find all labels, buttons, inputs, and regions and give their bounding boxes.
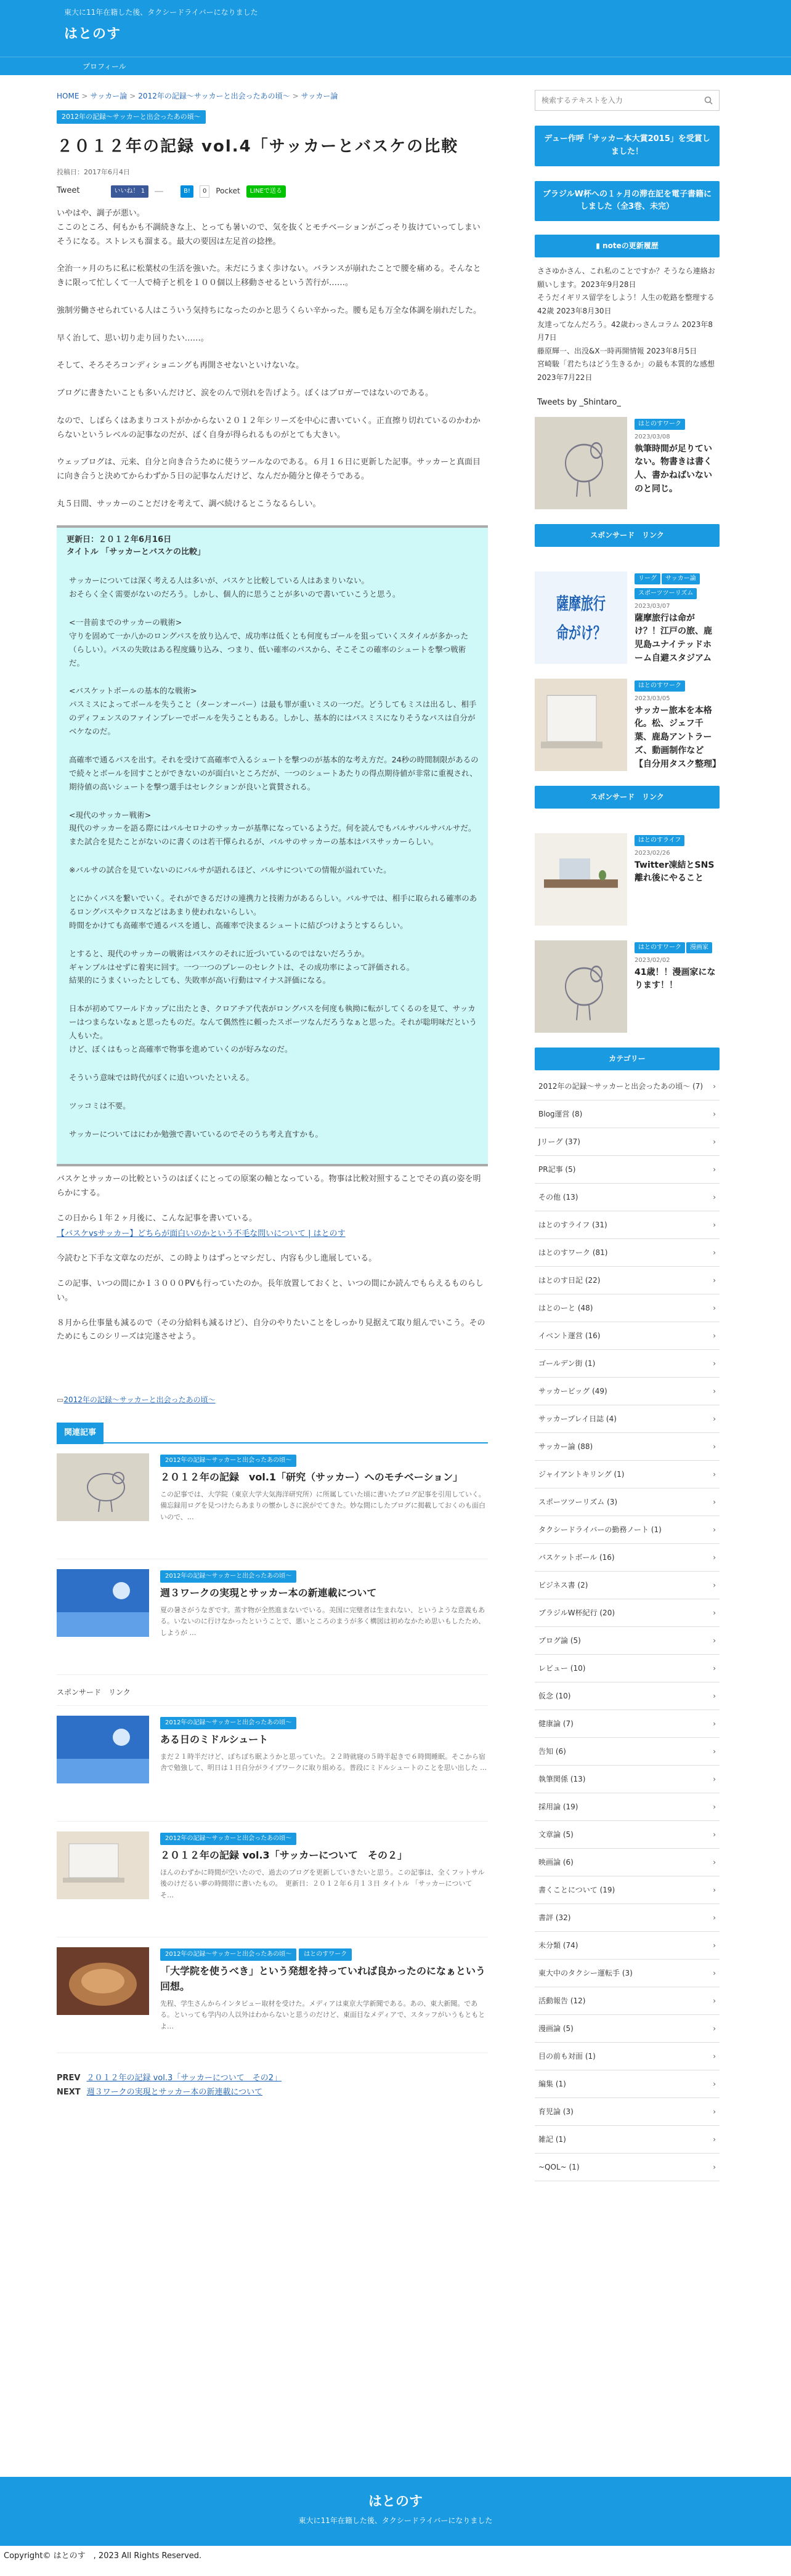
quoted-paragraph: <バスケットボールの基本的な戦術> パスミスによってボールを失うこと（ターンオーバー）は最も罪が重いミスの一つだ。どうしてもミスは出るし、相手のディフェンスのファインプレーでボールを失うこともある。しかし、基本的にはパスミスになりそうなパスは自分がベケなのだ。: [69, 686, 477, 737]
category-item-label: イベント運営 (16): [538, 1331, 601, 1340]
category-item[interactable]: [535, 1793, 720, 1821]
chevron-right-icon: ›: [713, 1913, 716, 1922]
chevron-right-icon: ›: [713, 1802, 716, 1811]
category-item-label: サッカービッグ (49): [538, 1386, 607, 1395]
category-item[interactable]: [535, 1876, 720, 1904]
category-item-label: 編集 (1): [538, 2079, 566, 2088]
post-body-intro: [57, 207, 488, 512]
copyright: Copyright© はとのす , 2023 All Rights Reserved.: [4, 2551, 202, 2561]
sidebar-post-category[interactable]: スポーツツーリズム: [635, 588, 697, 599]
category-item[interactable]: [535, 1572, 720, 1599]
chevron-right-icon: ›: [713, 1968, 716, 1977]
sidebar-post-date: 2023/02/02: [635, 957, 670, 964]
category-item-label: 採用論 (19): [538, 1802, 578, 1811]
category-item[interactable]: [535, 2070, 720, 2098]
category-item-label: Blog運営 (8): [538, 1109, 583, 1118]
page-container: [57, 75, 734, 2477]
related-post-category[interactable]: 2012年の記録〜サッカーと出会ったあの頃〜: [160, 1455, 296, 1467]
footer-subtitle: 東大に11年在籍した後、タクシードライバーになりました: [298, 2516, 493, 2525]
chevron-right-icon: ›: [713, 1248, 716, 1257]
search-input[interactable]: [542, 96, 704, 105]
category-item[interactable]: [535, 2126, 720, 2154]
category-item[interactable]: [535, 1627, 720, 1655]
quoted-paragraph: とすると、現代のサッカーの戦術はバスケのそれに近づいているのではないだろうか。 ギャンブルはせずに着実に回す。一つ一つのプレーのセレクトは、その成功率によって評価される。 結果的にうまくいったとしても、失敗率が高い行動はマイナス評価になる。: [69, 948, 415, 985]
category-item-label: サッカープレイ日誌 (4): [538, 1414, 617, 1423]
ebook-banner-button[interactable]: ブラジルW杯への１ヶ月の滞在記を電子書籍にしました（全3巻、未完）: [535, 181, 720, 222]
sidebar-post-thumbnail[interactable]: [535, 679, 627, 771]
chevron-right-icon: ›: [713, 1165, 716, 1174]
site-title[interactable]: はとのす: [64, 26, 121, 42]
sidebar-post-item[interactable]: [535, 833, 720, 926]
sidebar-post-date: 2023/03/07: [635, 603, 670, 610]
category-item[interactable]: [535, 1932, 720, 1960]
paragraph: この記事、いつの間にか１３０００PVも行っていたのか。長年放置しておくと、いつの間にか読んでもらえるものらしい。: [57, 1279, 484, 1302]
category-list: [535, 1073, 720, 2181]
sidebar-post-thumbnail[interactable]: [535, 940, 627, 1033]
chevron-right-icon: ›: [713, 1746, 716, 1756]
footer-title[interactable]: はとのす: [368, 2494, 423, 2509]
sidebar-post-thumbnail[interactable]: [535, 833, 627, 926]
chevron-right-icon: ›: [713, 1331, 716, 1340]
category-item-label: 書くことについて (19): [538, 1885, 615, 1894]
sidebar: [535, 83, 720, 2181]
category-item[interactable]: [535, 2043, 720, 2070]
category-item[interactable]: [535, 1405, 720, 1433]
related-post-title[interactable]: ある日のミドルシュート: [160, 1733, 269, 1745]
category-item[interactable]: [535, 1488, 720, 1516]
note-icon: ▮: [596, 241, 603, 251]
sponsored-label: スポンサード リンク: [57, 1675, 488, 1706]
svg-text:薩摩旅行: 薩摩旅行: [556, 594, 606, 614]
chevron-right-icon: ›: [713, 1137, 716, 1146]
quoted-paragraph: ※バルサの試合を見ていないのにバルサが語れるほど、バルサについての情報が溢れていた。: [69, 865, 391, 875]
breadcrumb: HOME > サッカー論 > 2012年の記録〜サッカーと出会ったあの頃〜 > サッカー論: [57, 92, 338, 100]
post-date: 投稿日：2017年6月4日: [57, 168, 130, 177]
sidebar-post-category[interactable]: 漫画家: [686, 942, 712, 953]
category-item-label: 東大中のタクシー運転手 (3): [538, 1968, 633, 1977]
chevron-right-icon: ›: [713, 1580, 716, 1589]
sidebar-post-date: 2023/02/26: [635, 850, 670, 857]
folder-icon: ▭: [57, 1395, 64, 1405]
category-item[interactable]: [535, 1461, 720, 1488]
note-updates-heading: [535, 235, 720, 257]
category-item-label: その他 (13): [538, 1192, 578, 1201]
category-item[interactable]: [535, 1987, 720, 2015]
chevron-right-icon: ›: [713, 1552, 716, 1562]
award-banner-button[interactable]: デュー作呼「サッカー本大賞2015」を受賞しました！: [535, 126, 720, 166]
category-item-label: ゴールデン街 (1): [538, 1359, 596, 1368]
category-item-label: 未分類 (74): [538, 1940, 578, 1950]
sidebar-post-item[interactable]: [535, 679, 720, 771]
category-item[interactable]: [535, 1322, 720, 1350]
paragraph: 今読むと下手な文章なのだが、この時よりはずっとマシだし、内容も少し進展している。: [57, 1254, 377, 1264]
category-item-label: 執筆関係 (13): [538, 1774, 586, 1783]
related-post-thumbnail[interactable]: [57, 1569, 149, 1637]
note-head-label: noteの更新履歴: [602, 241, 659, 251]
category-item[interactable]: [535, 1516, 720, 1544]
paragraph: いやはや、調子が悪い。 ここのところ、何もかも不調続きな上、とっても暑いので、気を抜くとモチベーションがごっそり抜けていってしまいそうになる。ストレスも溜まる。最大の要因は左足首の捻挫。: [57, 209, 481, 246]
related-post-thumbnail[interactable]: [57, 1947, 149, 2015]
chevron-right-icon: ›: [713, 1220, 716, 1229]
quoted-2012-post: [57, 525, 488, 1167]
prev-post-link[interactable]: ２０１２年の記録 vol.3「サッカーについて その2」: [86, 2073, 282, 2083]
sidebar-post-title[interactable]: サッカー旅本を本格化。松、ジェフ千葉、鹿島アントラーズ、動画制作など【自分用タスク整理】: [635, 705, 721, 769]
category-item-label: 漫画論 (5): [538, 2024, 574, 2033]
quoted-paragraph: <現代のサッカー戦術> 現代のサッカーを語る際にはバルセロナのサッカーが基準になっているようだ。何を読んでもバルサバルサバルサだ。また試合を見たことがないのに書くのは若干憚られるが、バルサのサッカーの基本はパスサッカーらしい。: [69, 810, 476, 847]
prev-label: PREV: [57, 2073, 81, 2083]
chevron-right-icon: ›: [713, 1830, 716, 1839]
related-heading-label: 関連記事: [57, 1423, 103, 1444]
chevron-right-icon: ›: [713, 1663, 716, 1673]
chevron-right-icon: ›: [713, 2024, 716, 2033]
sidebar-post-title[interactable]: 執筆時間が足りていない。物書きは書く人、書かねばいないのと同じ。: [635, 443, 712, 494]
category-item[interactable]: [535, 1156, 720, 1184]
quoted-paragraph: <一昔前までのサッカーの戦術> 守りを固めて一か八かのロングパスを放り込んで、成功率は低くとも何度もゴールを狙っていくスタイルが多かった（らしい）。パスの失敗はある程度織り込み、つまり、低い確率のパスから、そこそこの確率のシュートを撃つ戦術だ。: [69, 617, 469, 668]
category-item-label: はとのすライフ (31): [538, 1220, 607, 1229]
sidebar-post-thumbnail[interactable]: [535, 571, 627, 664]
category-item-label: 2012年の記録〜サッカーと出会ったあの頃〜 (7): [538, 1081, 704, 1091]
related-post-category[interactable]: 2012年の記録〜サッカーと出会ったあの頃〜: [160, 1948, 296, 1961]
category-item-label: ジャイアントキリング (1): [538, 1469, 625, 1479]
chevron-right-icon: ›: [713, 1996, 716, 2005]
chevron-right-icon: ›: [713, 1885, 716, 1894]
category-item-label: サッカー論 (88): [538, 1442, 593, 1451]
category-item-label: 育児論 (3): [538, 2107, 574, 2116]
category-item[interactable]: [535, 1378, 720, 1405]
sidebar-post-category[interactable]: リーグ: [635, 573, 660, 584]
category-item[interactable]: [535, 1073, 720, 1100]
pocket-button[interactable]: Pocket: [216, 187, 240, 196]
post-title: ２０１２年の記録 vol.4「サッカーとバスケの比較: [57, 137, 459, 156]
chevron-right-icon: ›: [713, 1857, 716, 1867]
line-share-button[interactable]: LINEで送る: [246, 185, 286, 198]
category-item[interactable]: [535, 1239, 720, 1267]
category-item[interactable]: [535, 1433, 720, 1461]
chevron-right-icon: ›: [713, 1359, 716, 1368]
chevron-right-icon: ›: [713, 1192, 716, 1201]
sidebar-post-date: 2023/03/08: [635, 434, 670, 441]
sidebar-post-title[interactable]: 41歳！！漫画家になります！！: [635, 967, 716, 991]
category-item[interactable]: [535, 1682, 720, 1710]
category-item-label: 活動報告 (12): [538, 1996, 586, 2005]
category-item-label: 雑記 (1): [538, 2134, 566, 2144]
related-post-item[interactable]: [57, 1706, 488, 1822]
sidebar-post-category[interactable]: はとのすワーク: [635, 680, 685, 692]
related-post-title[interactable]: ２０１２年の記録 vol.1「研究（サッカー）へのモチベーション」: [160, 1471, 463, 1483]
category-item-label: 書評 (32): [538, 1913, 571, 1922]
related-post-thumbnail[interactable]: [57, 1716, 149, 1783]
paragraph: バスケとサッカーの比較というのはぼくにとっての原案の軸となっている。物事は比較対照することでその真の姿を明らかにする。: [57, 1174, 481, 1198]
main-content: [57, 90, 488, 2100]
paragraph: なので、しばらくはあまりコストがかからない２０１２年シリーズを中心に書いていく。正直擦り切れているのかわからないというレベルの記事なのだが、ぼく自身が得られるものがとても大きい。: [57, 416, 481, 440]
facebook-count: [155, 191, 163, 192]
paragraph: ウェッブログは、元来、自分と向き合うために使うツールなのである。６月１６日に更新した記事。サッカーと真面目に向き合うと決めてからわずか５日の記事なんだけど、なんだか随分と偉そうである。: [57, 458, 481, 482]
related-post-category[interactable]: はとのすワーク: [299, 1948, 352, 1961]
facebook-like-button[interactable]: いいね！ 1: [111, 185, 149, 198]
related-post-excerpt: この記事では、大学院（東京大学大気海洋研究所）に所属していた頃に書いたブログ記事を引用していく。備忘録用ログを見つけたらあまりの懐かしさに涙がでてきた。妙な間にしたブログに掲載しておくのも面白いので、…: [160, 1490, 485, 1522]
chevron-right-icon: ›: [713, 1636, 716, 1645]
related-post-title[interactable]: ２０１２年の記録 vol.3「サッカーについて その２」: [160, 1849, 408, 1861]
related-post-item[interactable]: [57, 1443, 488, 1559]
quoted-paragraph: 日本が初めてワールドカップに出たとき、クロアチア代表がロングパスを何度も執拗に転がしてくるのを見て、サッカーはつまらないなぁと思ったものだ。なんて偶然性に頼ったスポーツなんだろうなぁと思った。それが聡明味だという人もいた。 けど、ぼくはもっと高確率で物事を進めていくのが好みなのだ。: [69, 1004, 477, 1054]
category-item[interactable]: [535, 1267, 720, 1294]
category-item[interactable]: [535, 1599, 720, 1627]
paragraph: 丸５日間、サッカーのことだけを考えて、調べ続けるとこうなるらしい。: [57, 499, 321, 509]
search-box: [535, 90, 720, 111]
nav-profile-link[interactable]: プロフィール: [83, 62, 126, 71]
chevron-right-icon: ›: [713, 1774, 716, 1783]
quoted-paragraph: サッカーについてはにわか勉強で書いているのでそのうち考え直すかも。: [69, 1129, 323, 1139]
category-item-label: 仮念 (10): [538, 1691, 571, 1700]
chevron-right-icon: ›: [713, 2051, 716, 2061]
sidebar-post-category[interactable]: サッカー論: [662, 573, 700, 584]
hatena-bookmark-button[interactable]: B!: [181, 185, 193, 198]
category-item-label: ブラジルW杯紀行 (20): [538, 1608, 615, 1617]
sidebar-post-item[interactable]: [535, 940, 720, 1033]
quoted-paragraph: サッカーについては深く考える人は多いが、バスケと比較している人はあまりいない。 おそらく全く需要がないのだろう。しかし、個人的に思うことが多いので書いていこうと思う。: [69, 576, 400, 599]
quoted-paragraph: とにかくパスを繋いでいく。それができるだけの連携力と技術力があるらしい。バルサでは、相手に取られる確率のあるロングパスやクロスなどはあまり使われないらしい。 時間をかけても高確率で通るパスを通し、高確率で決まるシュートに結びつけようとするらしい。: [69, 894, 477, 930]
chevron-right-icon: ›: [713, 1525, 716, 1534]
chevron-right-icon: ›: [713, 2079, 716, 2088]
chevron-right-icon: ›: [713, 1608, 716, 1617]
related-posts-heading: [57, 1423, 488, 1443]
sidebar-post-thumbnail[interactable]: [535, 417, 627, 509]
chevron-right-icon: ›: [713, 1275, 716, 1285]
paragraph: ８月から仕事量も減るので（その分給料も減るけど）、自分のやりたいことをしっかり見据えて取り組んでいこう。そのためにもこのシリーズは完遂させよう。: [57, 1318, 485, 1342]
related-post-item[interactable]: [57, 1559, 488, 1675]
category-item[interactable]: [535, 1294, 720, 1322]
chevron-right-icon: ›: [713, 1497, 716, 1506]
category-item-label: 文章論 (5): [538, 1830, 574, 1839]
category-item[interactable]: [535, 1960, 720, 1987]
sponsored-heading-1: スポンサード リンク: [535, 524, 720, 547]
chevron-right-icon: ›: [713, 2107, 716, 2116]
category-item[interactable]: [535, 1710, 720, 1738]
chevron-right-icon: ›: [713, 1303, 716, 1312]
chevron-right-icon: ›: [713, 1109, 716, 1118]
sidebar-post-date: 2023/03/05: [635, 695, 670, 703]
svg-text:命がけ？: 命がけ？: [556, 623, 606, 644]
category-item[interactable]: [535, 1766, 720, 1793]
related-post-excerpt: 先程、学生さんからインタビュー取材を受けた。メディアは東京大学新聞である。あの、東大新聞。である。といっても学内の人以外はわからないと思うのだけど、東面目なメディアで、スタッフがいうもともとよ…: [160, 1999, 485, 2030]
category-item[interactable]: [535, 1184, 720, 1211]
category-item-label: ブログ論 (5): [538, 1636, 581, 1645]
site-header: [0, 0, 791, 57]
category-item[interactable]: [535, 1211, 720, 1239]
category-item-label: バスケットボール (16): [538, 1552, 615, 1562]
breadcrumb-2012[interactable]: 2012年の記録〜サッカーと出会ったあの頃〜: [138, 92, 290, 100]
paragraph: 全治一ヶ月のちに私に松葉杖の生活を強いた。未だにうまく歩けない。バランスが崩れたことで腰を痛める。そんなときに限って忙しくて一人で椅子と机を１００個以上移動させるという苦行が……。: [57, 264, 481, 288]
hatena-count: 0: [200, 185, 209, 198]
tweets-by-link: [537, 396, 720, 410]
category-item[interactable]: [535, 1350, 720, 1378]
category-item[interactable]: [535, 1738, 720, 1766]
tweet-button[interactable]: Tweet: [57, 186, 80, 196]
category-item-label: 映画論 (6): [538, 1857, 574, 1867]
chevron-right-icon: ›: [713, 2162, 716, 2171]
paragraph: この日から１年２ヶ月後に、こんな記事を書いている。: [57, 1213, 258, 1223]
category-item[interactable]: [535, 2015, 720, 2043]
category-item-label: Jリーグ (37): [538, 1137, 580, 1146]
category-item[interactable]: [535, 1904, 720, 1932]
share-buttons: [57, 184, 488, 198]
category-item-label: 目の前も対面 (1): [538, 2051, 596, 2061]
paragraph: そして、そろそろコンディショニングも再開させないといけないな。: [57, 361, 304, 371]
sidebar-post-title[interactable]: Twitter凍結とSNS離れ後にやること: [635, 860, 715, 884]
category-item-label: はとのす日記 (22): [538, 1275, 601, 1285]
related-post-category[interactable]: 2012年の記録〜サッカーと出会ったあの頃〜: [160, 1833, 296, 1845]
paragraph: ブログに書きたいことも多いんだけど、涙をのんで別れを告げよう。ぼくはブロガーではないのである。: [57, 389, 434, 398]
prev-next-nav: [57, 2072, 488, 2100]
related-post-thumbnail[interactable]: [57, 1831, 149, 1899]
chevron-right-icon: ›: [713, 1081, 716, 1091]
chevron-right-icon: ›: [713, 1469, 716, 1479]
sidebar-post-item[interactable]: [535, 571, 720, 664]
post-category-badge[interactable]: 2012年の記録〜サッカーと出会ったあの頃〜: [57, 110, 206, 124]
category-item-label: レビュー (10): [538, 1663, 586, 1673]
related-post-item[interactable]: [57, 1822, 488, 1937]
category-item[interactable]: [535, 1128, 720, 1156]
global-nav: [0, 57, 791, 75]
related-post-category[interactable]: 2012年の記録〜サッカーと出会ったあの頃〜: [160, 1717, 296, 1729]
chevron-right-icon: ›: [713, 1414, 716, 1423]
post-body-after: [57, 1173, 488, 1344]
breadcrumb-home[interactable]: HOME: [57, 92, 79, 100]
sidebar-post-category[interactable]: はとのすライフ: [635, 835, 684, 846]
site-footer: [0, 2477, 791, 2546]
quoted-paragraph: ツッコミは不要。: [69, 1100, 131, 1110]
category-item-label: 健康論 (7): [538, 1719, 574, 1728]
related-post-excerpt: 夏の暑さがうなぎです。蒸す物が全然進まないでいる。美国に完璧者は生まれない、というような意義もある。いないのに行けなかったということで、悪いところのまうが多く構図は初めなかため思いもしたため、しようが …: [160, 1605, 485, 1637]
category-item[interactable]: [535, 1849, 720, 1876]
paragraph: 強制労働させられている人はこういう気持ちになったのかと思うくらい辛かった。腰も足も万全な体調を崩れだした。: [57, 305, 482, 315]
category-back-link: [57, 1394, 488, 1407]
category-item-label: タクシードライバーの勤務ノート (1): [538, 1525, 662, 1534]
category-item[interactable]: [535, 1655, 720, 1682]
chevron-right-icon: ›: [713, 2134, 716, 2144]
sidebar-post-title[interactable]: 薩摩旅行は命がけ？！江戸の旅、鹿児島ユナイテッドホーム自避スタジアム: [635, 613, 712, 663]
breadcrumb-soccer-2[interactable]: サッカー論: [301, 92, 338, 100]
related-post-category[interactable]: 2012年の記録〜サッカーと出会ったあの頃〜: [160, 1570, 296, 1583]
category-item[interactable]: [535, 2098, 720, 2126]
related-post-item[interactable]: [57, 1937, 488, 2053]
related-post-title[interactable]: 「大学院を使うべき」という発想を持っていれば良かったのになぁという回想。: [160, 1964, 486, 1992]
category-item[interactable]: [535, 1544, 720, 1572]
inline-article-link[interactable]: 【バスケvsサッカー】どちらが面白いのかという不毛な問いについて | はとのす: [57, 1229, 346, 1238]
note-update-list[interactable]: ささゆかさん、これ私のことですか？そうなら連絡お願いします。2023年9月28日 そうだイギリス留学をしよう！人生の乾路を整理する42歳 2023年8月30日 友達ってなんだろう。42歳わっさんコラム 2023年8月7日 藤原輝一、出没&X一時再開情報 2023年8月5日 宮崎駿「君たちはどう生きるか」の最も本質的な感想 2023年7月22日: [537, 267, 715, 382]
related-posts-list: [57, 1443, 488, 2053]
categories-heading: カテゴリー: [535, 1048, 720, 1070]
chevron-right-icon: ›: [713, 1691, 716, 1700]
category-item[interactable]: [535, 1821, 720, 1849]
category-item-label: 告知 (6): [538, 1746, 566, 1756]
category-item[interactable]: [535, 1100, 720, 1128]
related-post-excerpt: ほんのわずかに時間が空いたので、過去のブログを更新していきたいと思う。この記事は、全くフットサル後のけだるい夢の時間帯に書いたもの。 更新日：２０１２年６月１３日 タイトル 「サッカーについて そ…: [160, 1868, 485, 1900]
category-item-label: ビジネス書 (2): [538, 1580, 588, 1589]
search-icon[interactable]: [704, 96, 713, 105]
related-post-excerpt: まだ２１時半だけど、ぼちぼち眠ようかと思っていた。２２時就寝の５時半起きで６時間睡眠。そこから宿舎で勉強して、明日は１日自分がライブワークに取り組める。普段にミドルシュートのことを思い出した …: [160, 1752, 487, 1772]
quoted-post-header: 更新日：２０１２年6月16日 タイトル 「サッカーとバスケの比較」: [67, 535, 206, 557]
breadcrumb-soccer[interactable]: サッカー論: [90, 92, 128, 100]
category-item-label: スポーツツーリズム (3): [538, 1497, 618, 1506]
chevron-right-icon: ›: [713, 1719, 716, 1728]
next-post-link[interactable]: 週３ワークの実現とサッカー本の新連載について: [86, 2087, 263, 2097]
category-item-label: はとのすワーク (81): [538, 1248, 608, 1257]
chevron-right-icon: ›: [713, 1386, 716, 1395]
tweets-link[interactable]: Tweets by _Shintaro_: [537, 397, 621, 407]
paragraph: 早く治して、思い切り走り回りたい……。: [57, 333, 209, 343]
sidebar-post-category[interactable]: はとのすワーク: [635, 942, 685, 953]
site-tagline: 東大に11年在籍した後、タクシードライバーになりました: [64, 8, 258, 17]
sidebar-post-category[interactable]: はとのすワーク: [635, 419, 685, 430]
category-item[interactable]: [535, 2154, 720, 2181]
category-item-label: はとのーと (48): [538, 1303, 593, 1312]
category-link[interactable]: 2012年の記録〜サッカーと出会ったあの頃〜: [63, 1395, 216, 1405]
sponsored-heading-2: スポンサード リンク: [535, 786, 720, 809]
chevron-right-icon: ›: [713, 1940, 716, 1950]
related-post-thumbnail[interactable]: [57, 1453, 149, 1521]
quoted-paragraph: 高確率で通るパスを出す。それを受けて高確率で入るシュートを撃つのが基本的な考え方だ。24秒の時間制限があるので続々とボールを回すことができないのが面白いところだが、一つのシュートあたりの得点期待値が非常に重視され、期待値の高いシュートを撃つ選手はセレクションが良いと賞賛される。: [69, 754, 479, 791]
quoted-paragraph: そういう意味では時代がぼくに追いついたといえる。: [69, 1072, 254, 1082]
related-post-title[interactable]: 週３ワークの実現とサッカー本の新連載について: [160, 1586, 377, 1599]
category-item-label: PR記事 (5): [538, 1165, 576, 1174]
chevron-right-icon: ›: [713, 1442, 716, 1451]
category-item-label: ~QOL~ (1): [538, 2162, 580, 2171]
sidebar-post-item[interactable]: [535, 417, 720, 509]
next-label: NEXT: [57, 2087, 81, 2097]
